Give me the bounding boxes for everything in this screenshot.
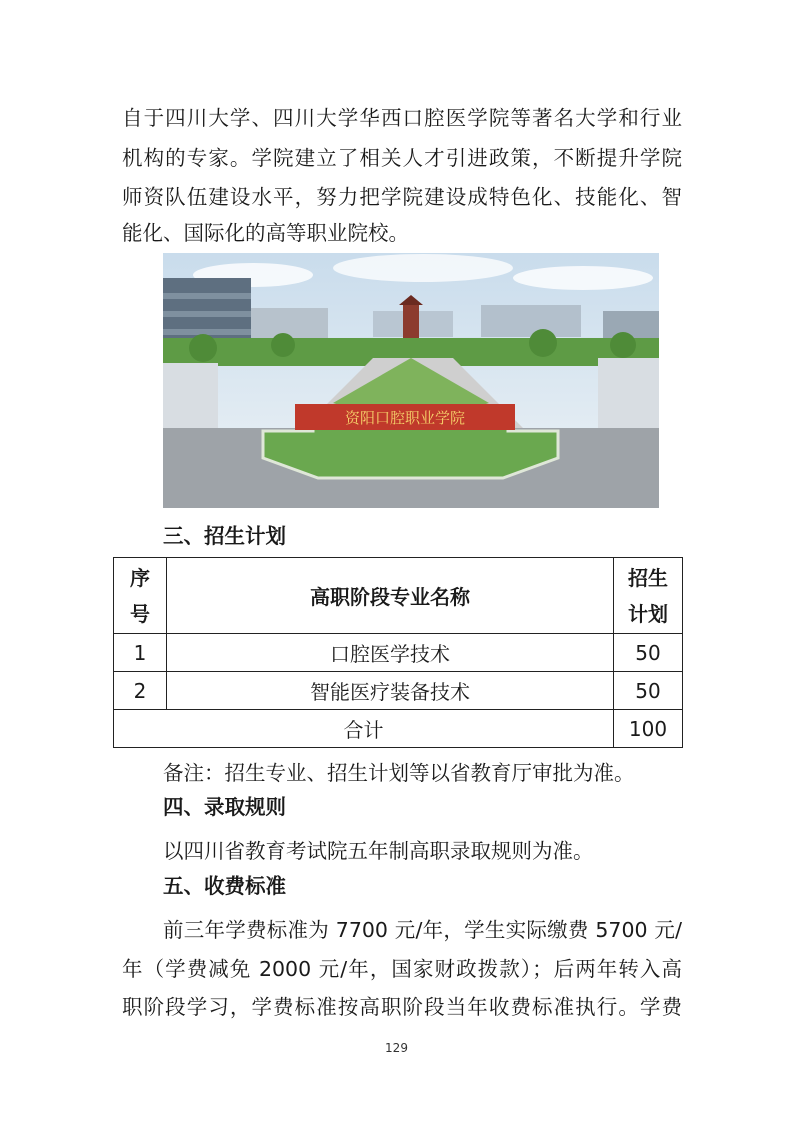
enrollment-plan-table <box>113 557 683 748</box>
paragraph-line-4: 能化、国际化的高等职业院校。 <box>122 221 409 245</box>
table-row <box>114 672 683 710</box>
section-4-title: 四、录取规则 <box>163 795 286 819</box>
section-4-text: 以四川省教育考试院五年制高职录取规则为准。 <box>163 839 594 863</box>
paragraph-line-3: 师资队伍建设水平，努力把学院建设成特色化、技能化、智 <box>122 185 682 209</box>
header-major-name: 高职阶段专业名称 <box>167 558 614 634</box>
table-total-row <box>114 710 683 748</box>
table-row <box>114 634 683 672</box>
campus-photo <box>163 253 659 508</box>
header-plan: 招生 计划 <box>614 558 683 634</box>
row-plan: 50 <box>614 672 683 710</box>
section-5-title: 五、收费标准 <box>163 874 286 898</box>
section-5-line-2: 年（学费减免 2000 元/年，国家财政拨款）；后两年转入高 <box>122 957 682 981</box>
section-3-title: 三、招生计划 <box>163 524 286 548</box>
row-major-name: 智能医疗装备技术 <box>167 672 614 710</box>
table-header-row <box>114 558 683 634</box>
row-major-name: 口腔医学技术 <box>167 634 614 672</box>
section-5-line-1: 前三年学费标准为 7700 元/年，学生实际缴费 5700 元/ <box>163 918 682 942</box>
total-value: 100 <box>614 710 683 748</box>
section-5-line-3: 职阶段学习，学费标准按高职阶段当年收费标准执行。学费 <box>122 995 682 1019</box>
row-plan: 50 <box>614 634 683 672</box>
header-seq: 序 号 <box>114 558 167 634</box>
total-label: 合计 <box>114 710 614 748</box>
row-seq: 1 <box>114 634 167 672</box>
gate-sign-text: 资阳口腔职业学院 <box>344 409 466 427</box>
row-seq: 2 <box>114 672 167 710</box>
page-number: 129 <box>385 1041 408 1055</box>
section-3-note: 备注：招生专业、招生计划等以省教育厅审批为准。 <box>163 761 635 785</box>
paragraph-line-2: 机构的专家。学院建立了相关人才引进政策，不断提升学院 <box>122 146 682 170</box>
paragraph-line-1: 自于四川大学、四川大学华西口腔医学院等著名大学和行业 <box>122 106 682 130</box>
